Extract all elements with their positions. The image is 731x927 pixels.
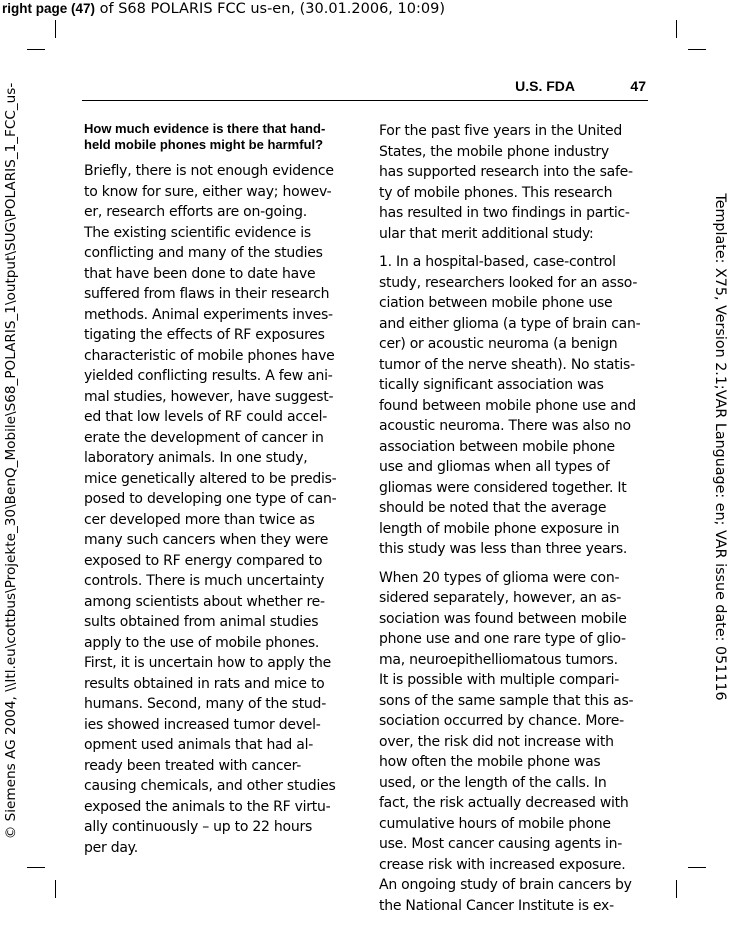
template-info-text: Template: X75, Version 2.1;VAR Language: en; VAR issue date: 051116 xyxy=(712,193,728,701)
section-title: U.S. FDA xyxy=(515,78,575,94)
print-info-line xyxy=(2,0,722,20)
print-info-page: right page (47) xyxy=(2,1,96,16)
crop-mark-bottom-left-h xyxy=(27,867,45,868)
header-rule xyxy=(82,100,578,101)
copyright-path-text: © Siemens AG 2004, \\Itl.eu\cottbus\Projekte_30\BenQ_Mobile\S68_POLARIS_1\output\SUG\POLARIS_1_FCC_us- xyxy=(3,82,19,840)
crop-mark-top-left-h xyxy=(27,49,45,50)
page-number: 47 xyxy=(630,78,646,94)
header-rule-page xyxy=(575,100,648,101)
page-header xyxy=(82,78,648,120)
crop-mark-top-right-h xyxy=(688,49,706,50)
crop-mark-bottom-right-h xyxy=(688,867,706,868)
left-column xyxy=(84,121,352,866)
crop-mark-bottom-left-v xyxy=(55,880,56,898)
question-heading: How much evidence is there that hand- held mobile phones might be harmful? xyxy=(84,121,326,152)
right-paragraph-3: When 20 types of glioma were con- sidered separately, however, an as- sociation was found between mobile phone use and one rare type of glio- ma, neuroepithelliomatous tumors. It is possible with multiple compari- sons of the same sample that this as- sociation occurred by chance. More- over, the risk did not increase with how often the mobile phone was used, or the length of the calls. In fact, the risk actually decreased with cumulative hours of mobile phone use. Most cancer causing agents in- crease risk with increased exposure. An ongoing study of brain cancers by the National Cancer Institute is ex- xyxy=(379,569,634,914)
crop-mark-top-left-v xyxy=(55,20,56,38)
right-column xyxy=(379,121,649,924)
crop-mark-bottom-right-v xyxy=(676,880,677,898)
print-info-details: of S68 POLARIS FCC us-en, (30.01.2006, 10:09) xyxy=(95,1,445,17)
right-paragraph-2: 1. In a hospital-based, case-control study, researchers looked for an asso- ciation between mobile phone use and either glioma (a type of brain can- cer) or acoustic neuroma (a benign tumor of the nerve sheath). No statis- tically significant association was found between mobile phone use and acoustic neuroma. There was also no association between mobile phone use and gliomas when all types of gliomas were considered together. It should be noted that the average length of mobile phone exposure in this study was less than three years. xyxy=(379,254,641,557)
right-paragraph-1: For the past five years in the United States, the mobile phone industry has supported research into the safe- ty of mobile phones. This research has resulted in two findings in partic- ular that merit additional study: xyxy=(379,123,633,242)
left-body-paragraph: Briefly, there is not enough evidence to know for sure, either way; howev- er, research efforts are on-going. The existing scientific evidence is conflicting and many of the studies that have been done to date have suffered from flaws in their research methods. Animal experiments inves- tigating the effects of RF exposures characteristic of mobile phones have yielded conflicting results. A few ani- mal studies, however, have suggest- ed that low levels of RF could accel- erate the development of cancer in laboratory animals. In one study, mice genetically altered to be predis- posed to developing one type of can- cer developed more than twice as many such cancers when they were exposed to RF energy compared to controls. There is much uncertainty among scientists about whether re- sults obtained from animal studies apply to the use of mobile phones. First, it is uncertain how to apply the results obtained in rats and mice to humans. Second, many of the stud- ies showed increased tumor devel- opment used animals that had al- ready been treated with cancer- causing chemicals, and other studies exposed the animals to the RF virtu- ally continuously – up to 22 hours per day. xyxy=(84,163,337,856)
crop-mark-top-right-v xyxy=(676,20,677,38)
